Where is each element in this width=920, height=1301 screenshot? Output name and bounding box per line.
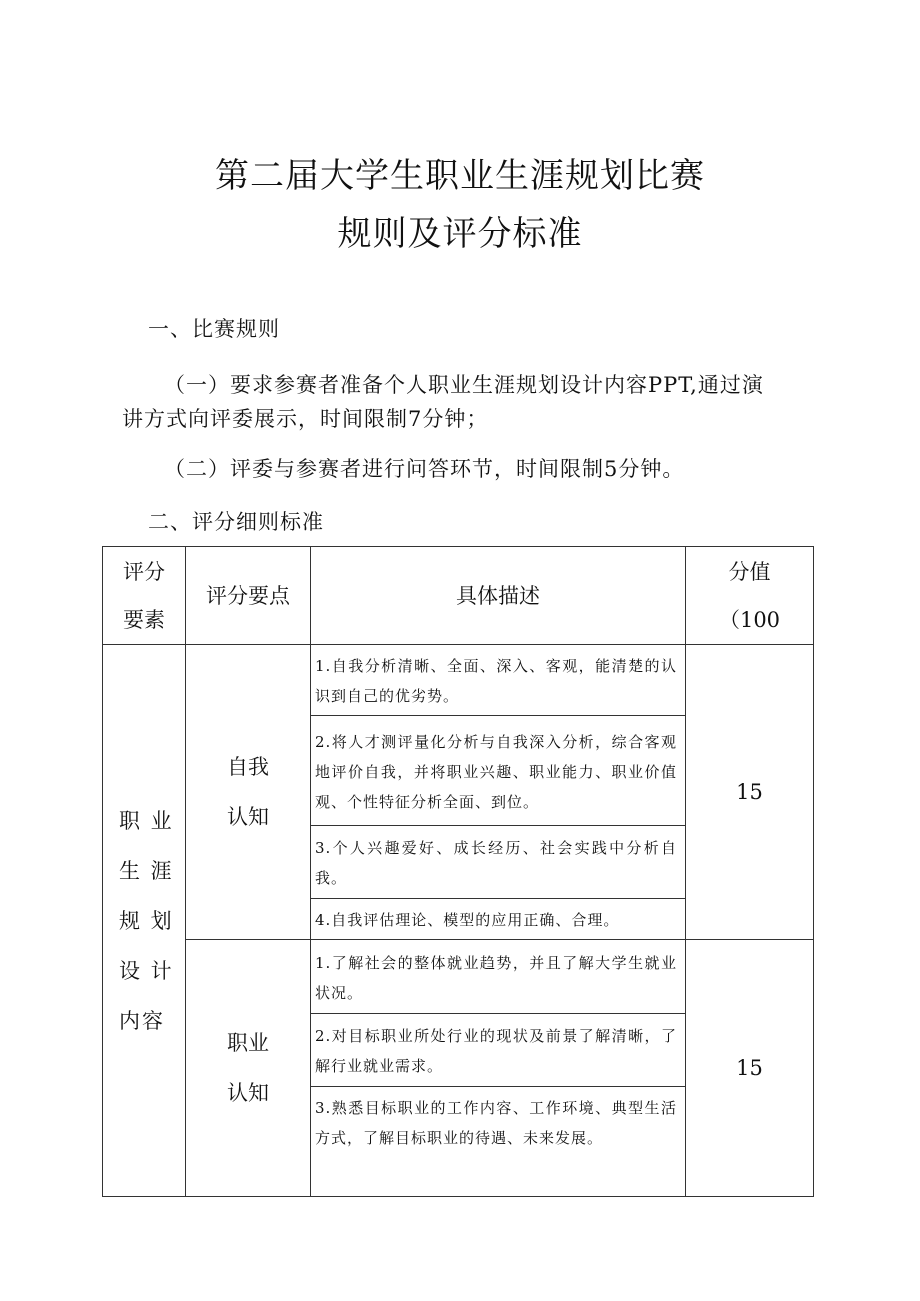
point-line: 认知 [227, 1081, 269, 1105]
rule2: （二）评委与参赛者进行问答环节，时间限制5分钟。 [164, 457, 685, 481]
point-line: 认知 [227, 805, 269, 829]
factor-line: 职 业 [119, 808, 174, 833]
header-factor-line2: 要素 [123, 607, 165, 632]
desc-item: 4.自我评估理论、模型的应用正确、合理。 [311, 899, 686, 940]
table-row [103, 645, 814, 716]
point-line: 职业 [227, 1031, 269, 1055]
section2-heading: 二、评分细则标准 [148, 510, 324, 534]
table-header-row [103, 547, 814, 645]
scoring-table [102, 546, 814, 1197]
point-line: 自我 [227, 755, 269, 779]
factor-line: 规 划 [119, 908, 174, 933]
desc-item: 2.对目标职业所处行业的现状及前景了解清晰，了解行业就业需求。 [311, 1014, 686, 1087]
document-title-line1: 第二届大学生职业生涯规划比赛 [215, 156, 705, 196]
desc-item: 3.个人兴趣爱好、成长经历、社会实践中分析自我。 [311, 826, 686, 899]
point-career-awareness [186, 940, 311, 1197]
header-factor-line1: 评分 [123, 559, 165, 584]
table-row [103, 940, 814, 1014]
header-score-line1: 分值 [728, 559, 771, 584]
factor-line: 设 计 [119, 958, 174, 983]
header-score [686, 547, 814, 645]
score-self-awareness: 15 [686, 645, 814, 940]
point-self-awareness [186, 645, 311, 940]
desc-item: 1.自我分析清晰、全面、深入、客观，能清楚的认识到自己的优劣势。 [311, 645, 686, 716]
header-point: 评分要点 [186, 547, 311, 645]
rule1-line1: （一）要求参赛者准备个人职业生涯规划设计内容PPT,通过演 [164, 373, 764, 397]
factor-line: 生 涯 [119, 858, 174, 883]
section1-heading: 一、比赛规则 [148, 317, 280, 341]
header-factor [103, 547, 186, 645]
desc-item: 2.将人才测评量化分析与自我深入分析，综合客观地评价自我，并将职业兴趣、职业能力、职业价值观、个性特征分析全面、到位。 [311, 716, 686, 826]
factor-cell [103, 645, 186, 1197]
score-career-awareness: 15 [686, 940, 814, 1197]
factor-line: 内容 [119, 1008, 165, 1033]
desc-item: 3.熟悉目标职业的工作内容、工作环境、典型生活方式，了解目标职业的待遇、未来发展。 [311, 1087, 686, 1197]
header-score-line2: （100 [718, 607, 781, 632]
document-title-line2: 规则及评分标准 [337, 214, 583, 254]
rule1-line2: 讲方式向评委展示，时间限制7分钟； [122, 407, 489, 431]
desc-item: 1.了解社会的整体就业趋势，并且了解大学生就业状况。 [311, 940, 686, 1014]
header-desc: 具体描述 [311, 547, 686, 645]
